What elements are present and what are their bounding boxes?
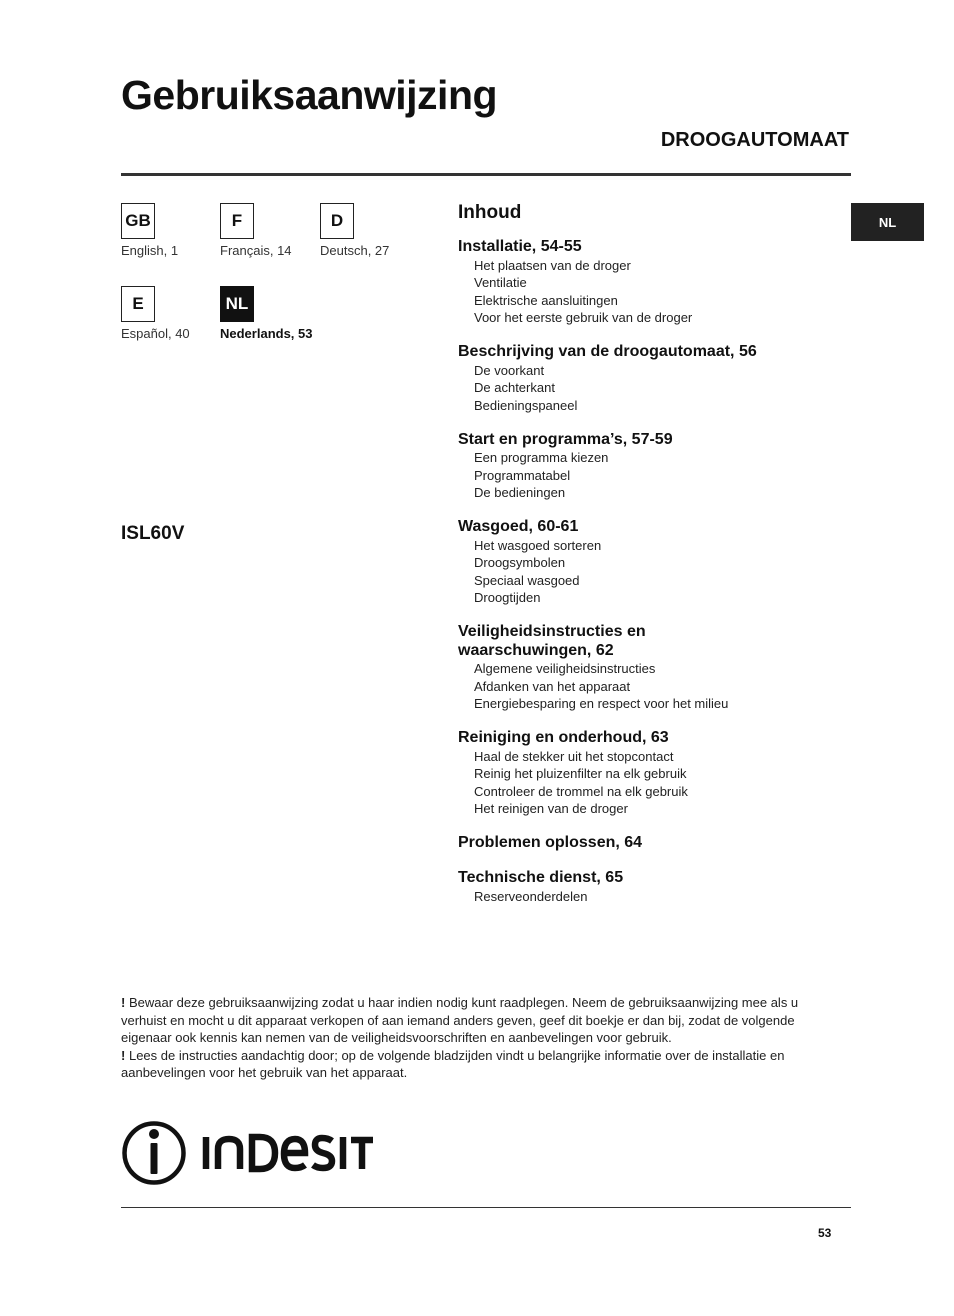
toc-section-title[interactable]: Problemen oplossen, 64: [458, 834, 643, 851]
language-d[interactable]: [320, 203, 389, 259]
language-gb[interactable]: [121, 203, 178, 259]
note: [121, 994, 841, 1047]
toc-item[interactable]: Ventilatie: [474, 275, 527, 290]
language-code-box: D: [320, 203, 354, 239]
note: [121, 1047, 841, 1082]
model-number: ISL60V: [121, 523, 185, 544]
toc-item[interactable]: Energiebesparing en respect voor het milieu: [474, 696, 729, 711]
toc-section: [458, 431, 848, 502]
toc-section: [458, 623, 848, 713]
language-label: Deutsch, 27: [320, 243, 390, 258]
toc-item[interactable]: Algemene veiligheidsinstructies: [474, 661, 656, 676]
toc-item[interactable]: Het reinigen van de droger: [474, 801, 628, 816]
toc-item[interactable]: De bedieningen: [474, 485, 566, 500]
language-code-box: GB: [121, 203, 155, 239]
toc-section-title[interactable]: Veiligheidsinstructies en: [458, 623, 646, 640]
language-f[interactable]: [220, 203, 292, 259]
language-label: Nederlands, 53: [220, 326, 313, 341]
toc-item[interactable]: Het plaatsen van de droger: [474, 257, 631, 273]
toc-section: [458, 834, 848, 853]
toc-item[interactable]: Haal de stekker uit het stopcontact: [474, 748, 674, 764]
toc-item[interactable]: De achterkant: [474, 380, 555, 395]
toc-section: [458, 238, 848, 327]
toc-item[interactable]: Controleer de trommel na elk gebruik: [474, 783, 688, 799]
toc-item[interactable]: Bedieningspaneel: [474, 397, 578, 413]
language-label: English, 1: [121, 243, 179, 258]
toc-section-title[interactable]: Installatie, 54-55: [458, 238, 582, 255]
language-e[interactable]: [121, 286, 190, 342]
toc-section-title[interactable]: Wasgoed, 60-61: [458, 518, 579, 535]
product-type: DROOGAUTOMAAT: [660, 129, 849, 151]
toc-item[interactable]: Een programma kiezen: [474, 450, 609, 465]
table-of-contents: [458, 238, 848, 922]
toc-item[interactable]: Reserveonderdelen: [474, 888, 588, 904]
warning-icon: !: [121, 1047, 126, 1063]
toc-item[interactable]: Droogtijden: [474, 590, 541, 605]
toc-item[interactable]: Afdanken van het apparaat: [474, 678, 631, 694]
toc-item[interactable]: Voor het eerste gebruik van de droger: [474, 310, 693, 325]
toc-section-title[interactable]: Beschrijving van de droogautomaat, 56: [458, 343, 757, 360]
page-title: Gebruiksaanwijzing: [121, 72, 498, 118]
toc-section: [458, 869, 848, 905]
toc-item[interactable]: Speciaal wasgoed: [474, 572, 580, 588]
toc-item[interactable]: Reinig het pluizenfilter na elk gebruik: [474, 766, 687, 781]
toc-item[interactable]: Elektrische aansluitingen: [474, 292, 618, 308]
language-label: Español, 40: [121, 326, 190, 341]
indesit-logo: [121, 1120, 373, 1186]
language-code-box: NL: [220, 286, 254, 322]
toc-section-title[interactable]: Reiniging en onderhoud, 63: [458, 729, 669, 746]
language-side-tab: NL: [851, 203, 924, 241]
toc-item[interactable]: De voorkant: [474, 362, 545, 378]
toc-heading: Inhoud: [458, 202, 522, 223]
notes-block: [121, 994, 841, 1082]
toc-item[interactable]: Programmatabel: [474, 467, 571, 483]
top-divider: [121, 173, 851, 176]
toc-section-title[interactable]: Technische dienst, 65: [458, 869, 624, 886]
language-nl[interactable]: [220, 286, 313, 342]
toc-item[interactable]: Droogsymbolen: [474, 555, 566, 570]
page-number: 53: [818, 1226, 832, 1240]
toc-section: [458, 518, 848, 607]
warning-icon: !: [121, 995, 126, 1010]
language-code-box: E: [121, 286, 155, 322]
language-code-box: F: [220, 203, 254, 239]
note-text: Bewaar deze gebruiksaanwijzing zodat u haar indien nodig kunt raadplegen. Neem de gebruiksaanwijzing mee als u verhuist en mocht u dit apparaat verkopen of aan iemand anders geven, geef dit boekje er dan bij, zodat de volgende eigenaar ook kennis kan nemen van de veiligheidsvoorschriften en aanbevelingen voor gebruik.: [121, 995, 799, 1045]
language-label: Français, 14: [220, 243, 292, 258]
bottom-divider: [121, 1207, 851, 1208]
note-text: Lees de instructies aandachtig door; op de volgende bladzijden vindt u belangrijke informatie over de installatie en aanbevelingen voor het gebruik van het apparaat.: [121, 1047, 785, 1080]
toc-section: [458, 343, 848, 414]
toc-item[interactable]: Het wasgoed sorteren: [474, 537, 602, 553]
toc-section-title[interactable]: Start en programma’s, 57-59: [458, 430, 673, 448]
toc-section-title-line2[interactable]: waarschuwingen, 62: [458, 641, 614, 659]
toc-section: [458, 729, 848, 818]
